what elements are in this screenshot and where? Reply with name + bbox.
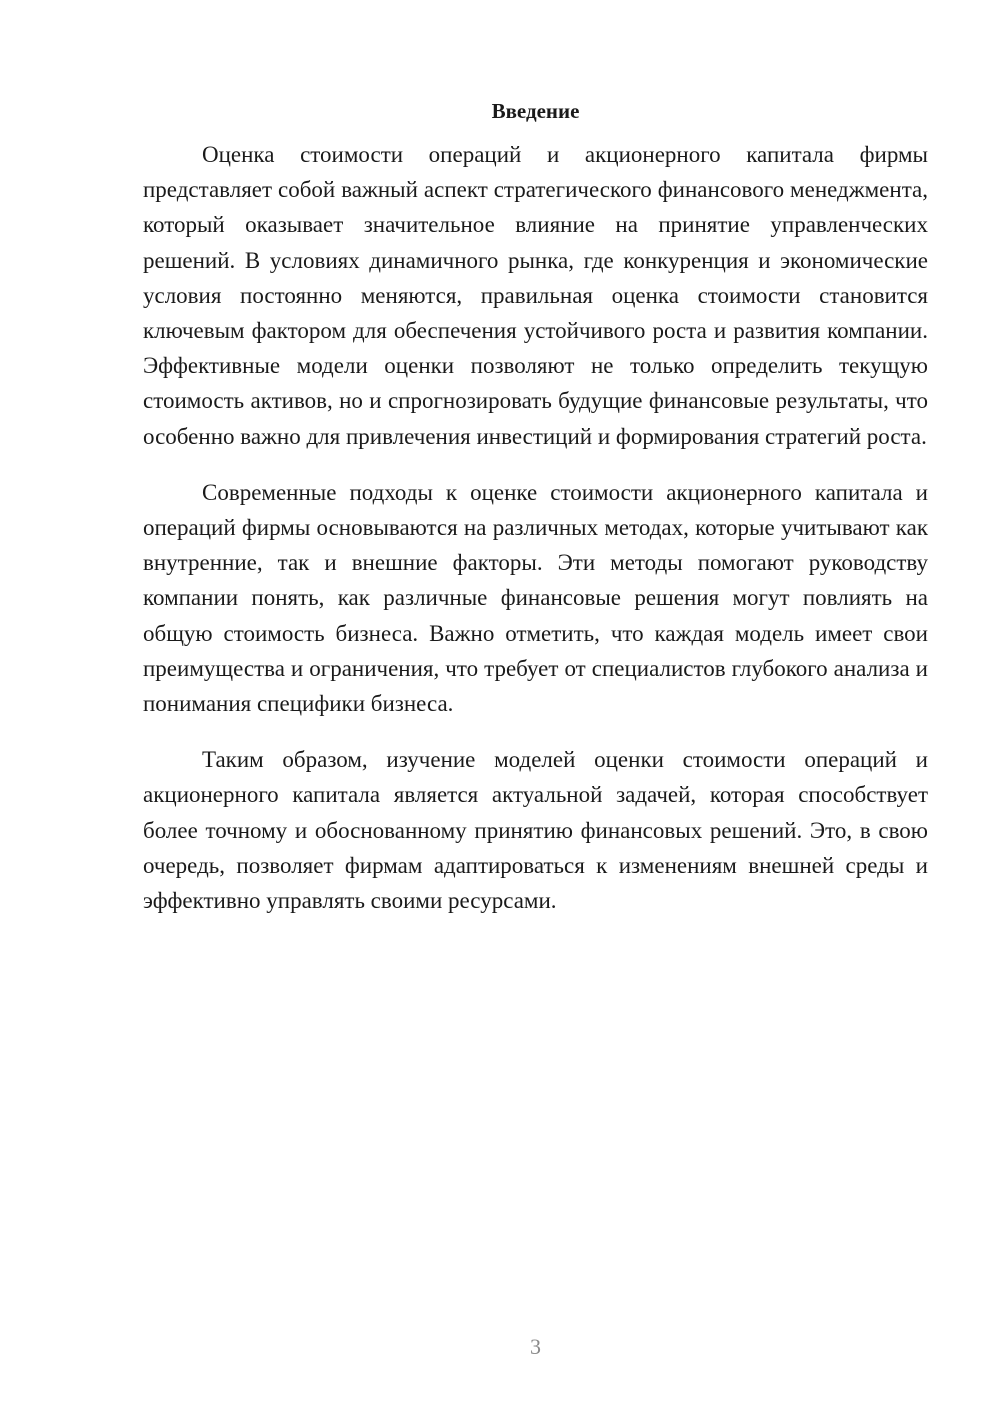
page-content: [143, 94, 928, 939]
page-number: 3: [530, 1334, 541, 1359]
paragraph-2: Современные подходы к оценке стоимости акционерного капитала и операций фирмы основываются на различных методах, которые учитывают как внутренние, так и внешние факторы. Эти методы помогают руководству компании понять, как различные финансовые решения могут повлиять на общую стоимость бизнеса. Важно отметить, что каждая модель имеет свои преимущества и ограничения, что требует от специалистов глубокого анализа и понимания специфики бизнеса.: [143, 479, 928, 717]
section-heading: Введение: [491, 99, 580, 123]
paragraph-1: Оценка стоимости операций и акционерного капитала фирмы представляет собой важный аспект стратегического финансового менеджмента, который оказывает значительное влияние на принятие управленческих решений. В условиях динамичного рынка, где конкуренция и экономические условия постоянно меняются, правильная оценка стоимости становится ключевым фактором для обеспечения устойчивого роста и развития компании. Эффективные модели оценки позволяют не только определить текущую стоимость активов, но и спрогнозировать будущие финансовые результаты, что особенно важно для привлечения инвестиций и формирования стратегий роста.: [143, 142, 928, 449]
paragraph-3: Таким образом, изучение моделей оценки стоимости операций и акционерного капитала является актуальной задачей, которая способствует более точному и обоснованному принятию финансовых решений. Это, в свою очередь, позволяет фирмам адаптироваться к изменениям внешней среды и эффективно управлять своими ресурсами.: [143, 747, 928, 914]
